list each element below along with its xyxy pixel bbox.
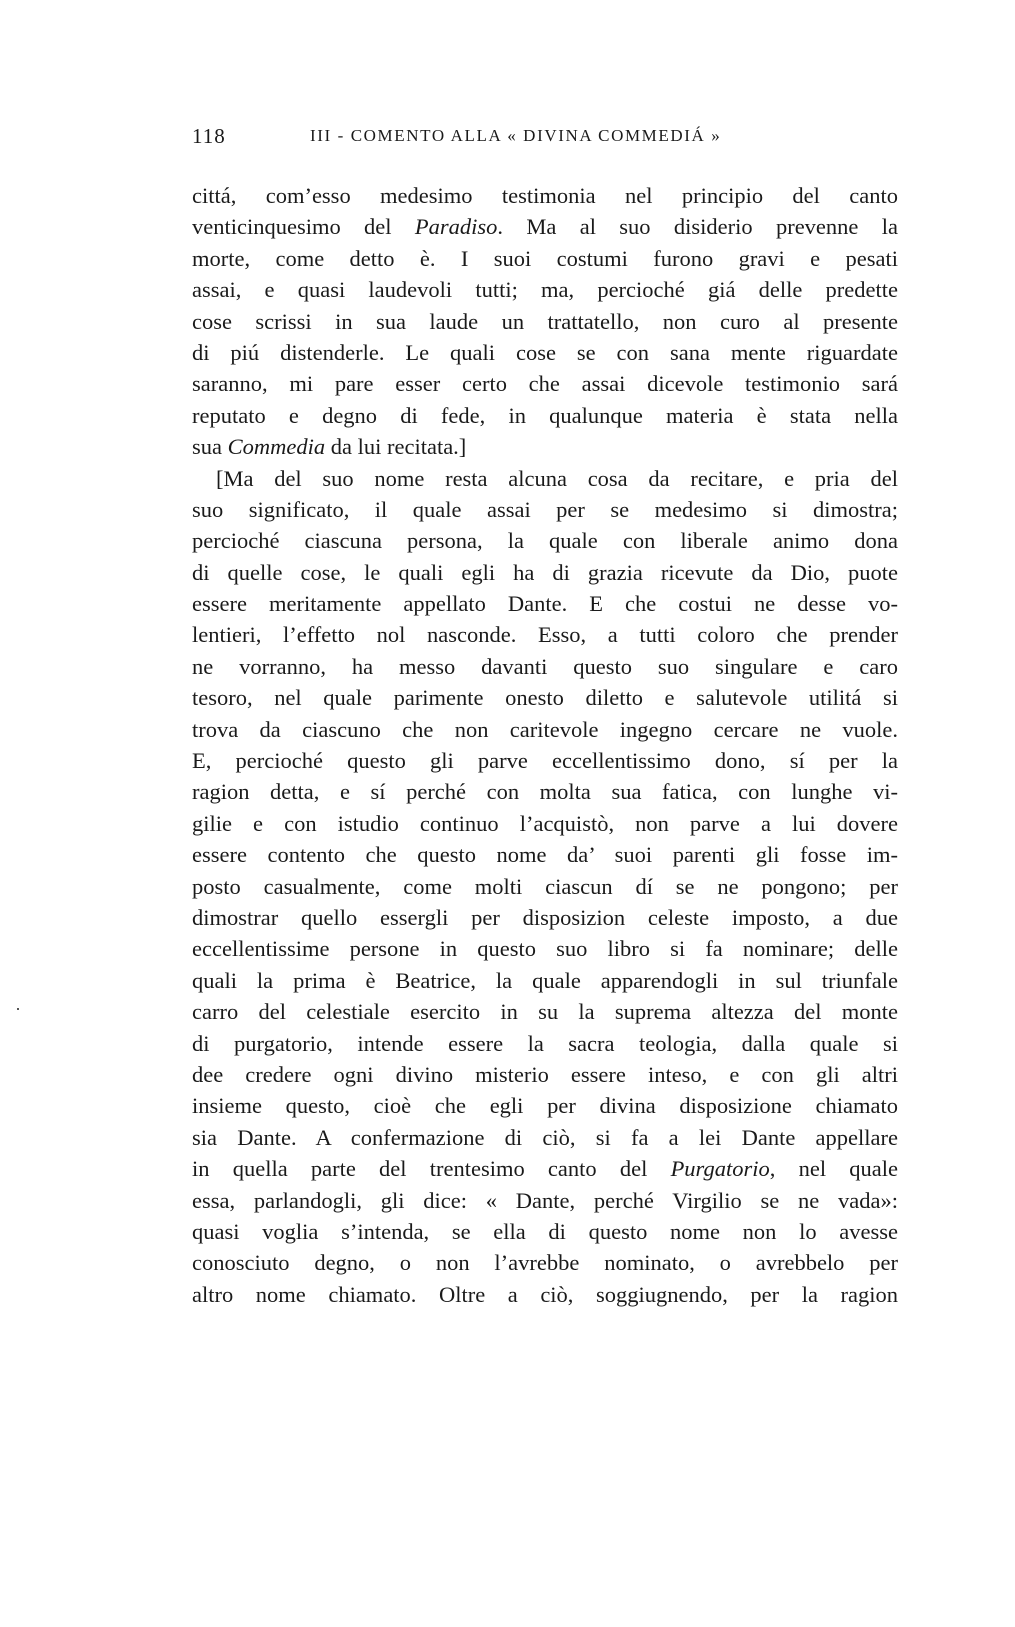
text-segment: saranno, mi pare esser certo che assai dicevole testimonio sará — [192, 371, 898, 397]
text-segment: essere contento che questo nome da’ suoi parenti gli fosse im- — [192, 842, 898, 868]
text-line — [192, 745, 898, 776]
text-line — [192, 274, 898, 305]
text-line — [192, 1122, 898, 1153]
text-segment: sia Dante. A confermazione di ciò, si fa a lei Dante appellare — [192, 1124, 898, 1150]
text-line — [192, 776, 898, 807]
text-segment: altro nome chiamato. Oltre a ciò, soggiugnendo, per la ragion — [192, 1281, 898, 1307]
text-line — [192, 243, 898, 274]
text-line — [192, 400, 898, 431]
italic-title: Purgatorio — [670, 1156, 770, 1182]
text-segment: E, percioché questo gli parve eccellentissimo dono, sí per la — [192, 748, 898, 774]
text-line — [192, 494, 898, 525]
text-segment: gilie e con istudio continuo l’acquistò, non parve a lui dovere — [192, 810, 898, 836]
text-line — [192, 839, 898, 870]
text-line — [192, 180, 898, 211]
text-segment: sua — [192, 434, 228, 460]
text-segment: venticinquesimo del — [192, 214, 415, 240]
text-segment: percioché ciascuna persona, la quale con liberale animo dona — [192, 528, 898, 554]
text-line — [192, 306, 898, 337]
scan-speck — [17, 1008, 19, 1010]
text-line — [192, 1028, 898, 1059]
text-segment: assai, e quasi laudevoli tutti; ma, percioché giá delle predette — [192, 277, 898, 303]
text-line — [192, 463, 898, 494]
text-segment: morte, come detto è. I suoi costumi furono gravi e pesati — [192, 245, 898, 271]
text-segment: tesoro, nel quale parimente onesto diletto e salutevole utilitá si — [192, 685, 898, 711]
text-segment: dimostrar quello essergli per disposizion celeste imposto, a due — [192, 904, 898, 930]
text-line — [192, 871, 898, 902]
text-line — [192, 933, 898, 964]
text-line — [192, 1090, 898, 1121]
running-title: III - COMENTO ALLA « DIVINA COMMEDIÁ » — [310, 126, 722, 145]
text-line — [192, 965, 898, 996]
text-segment: suo significato, il quale assai per se medesimo si dimostra; — [192, 496, 898, 522]
text-line — [192, 651, 898, 682]
text-line — [192, 808, 898, 839]
text-segment: trova da ciascuno che non caritevole ingegno cercare ne vuole. — [192, 716, 898, 742]
text-segment: cittá, com’esso medesimo testimonia nel principio del canto — [192, 183, 898, 208]
text-segment: in quella parte del trentesimo canto del — [192, 1156, 671, 1182]
text-segment: di piú distenderle. Le quali cose se con sana mente riguardate — [192, 339, 898, 365]
text-segment: quali la prima è Beatrice, la quale apparendogli in sul triunfale — [192, 967, 898, 993]
text-line — [192, 368, 898, 399]
text-segment: essa, parlandogli, gli dice: « Dante, perché Virgilio se ne vada»: — [192, 1187, 898, 1213]
text-segment: di quelle cose, le quali egli ha di grazia ricevute da Dio, puote — [192, 559, 898, 585]
text-segment: di purgatorio, intende essere la sacra teologia, dalla quale si — [192, 1030, 898, 1056]
body-text — [192, 180, 898, 1310]
text-segment: conosciuto degno, o non l’avrebbe nominato, o avrebbelo per — [192, 1250, 898, 1276]
text-segment: ne vorranno, ha messo davanti questo suo singulare e caro — [192, 653, 898, 679]
text-line — [192, 588, 898, 619]
text-segment: quasi voglia s’intenda, se ella di questo nome non lo avesse — [192, 1218, 898, 1244]
text-line — [192, 1216, 898, 1247]
text-line — [192, 619, 898, 650]
text-segment: cose scrissi in sua laude un trattatello, non curo al presente — [192, 308, 898, 334]
text-segment: posto casualmente, come molti ciascun dí se ne pongono; per — [192, 873, 898, 899]
text-segment: carro del celestiale esercito in su la suprema altezza del monte — [192, 999, 898, 1025]
page-number: 118 — [192, 124, 226, 148]
text-segment: eccellentissime persone in questo suo libro si fa nominare; delle — [192, 936, 898, 962]
text-segment: essere meritamente appellato Dante. E che costui ne desse vo- — [192, 591, 898, 617]
running-header — [192, 124, 802, 154]
text-segment: dee credere ogni divino misterio essere inteso, e con gli altri — [192, 1061, 898, 1087]
text-line — [192, 902, 898, 933]
text-line — [192, 211, 898, 242]
text-line — [192, 1059, 898, 1090]
text-segment: reputato e degno di fede, in qualunque materia è stata nella — [192, 402, 898, 428]
text-line — [192, 431, 898, 462]
text-line — [192, 996, 898, 1027]
text-line — [192, 1185, 898, 1216]
text-segment: [Ma del suo nome resta alcuna cosa da recitare, e pria del — [216, 465, 898, 491]
text-segment: , nel quale — [769, 1156, 898, 1182]
text-line — [192, 1153, 898, 1184]
italic-title: Commedia — [227, 434, 326, 460]
text-line — [192, 557, 898, 588]
text-segment: . Ma al suo disiderio prevenne la — [497, 214, 898, 240]
text-segment: ragion detta, e sí perché con molta sua fatica, con lunghe vi- — [192, 779, 898, 805]
italic-title: Paradiso — [414, 214, 498, 240]
text-segment: insieme questo, cioè che egli per divina disposizione chiamato — [192, 1093, 898, 1119]
text-segment: da lui recitata.] — [325, 434, 467, 460]
text-line — [192, 525, 898, 556]
text-line — [192, 337, 898, 368]
text-segment: lentieri, l’effetto nol nasconde. Esso, a tutti coloro che prender — [192, 622, 898, 648]
text-line — [192, 1247, 898, 1278]
text-line — [192, 682, 898, 713]
text-line — [192, 714, 898, 745]
text-line — [192, 1279, 898, 1310]
